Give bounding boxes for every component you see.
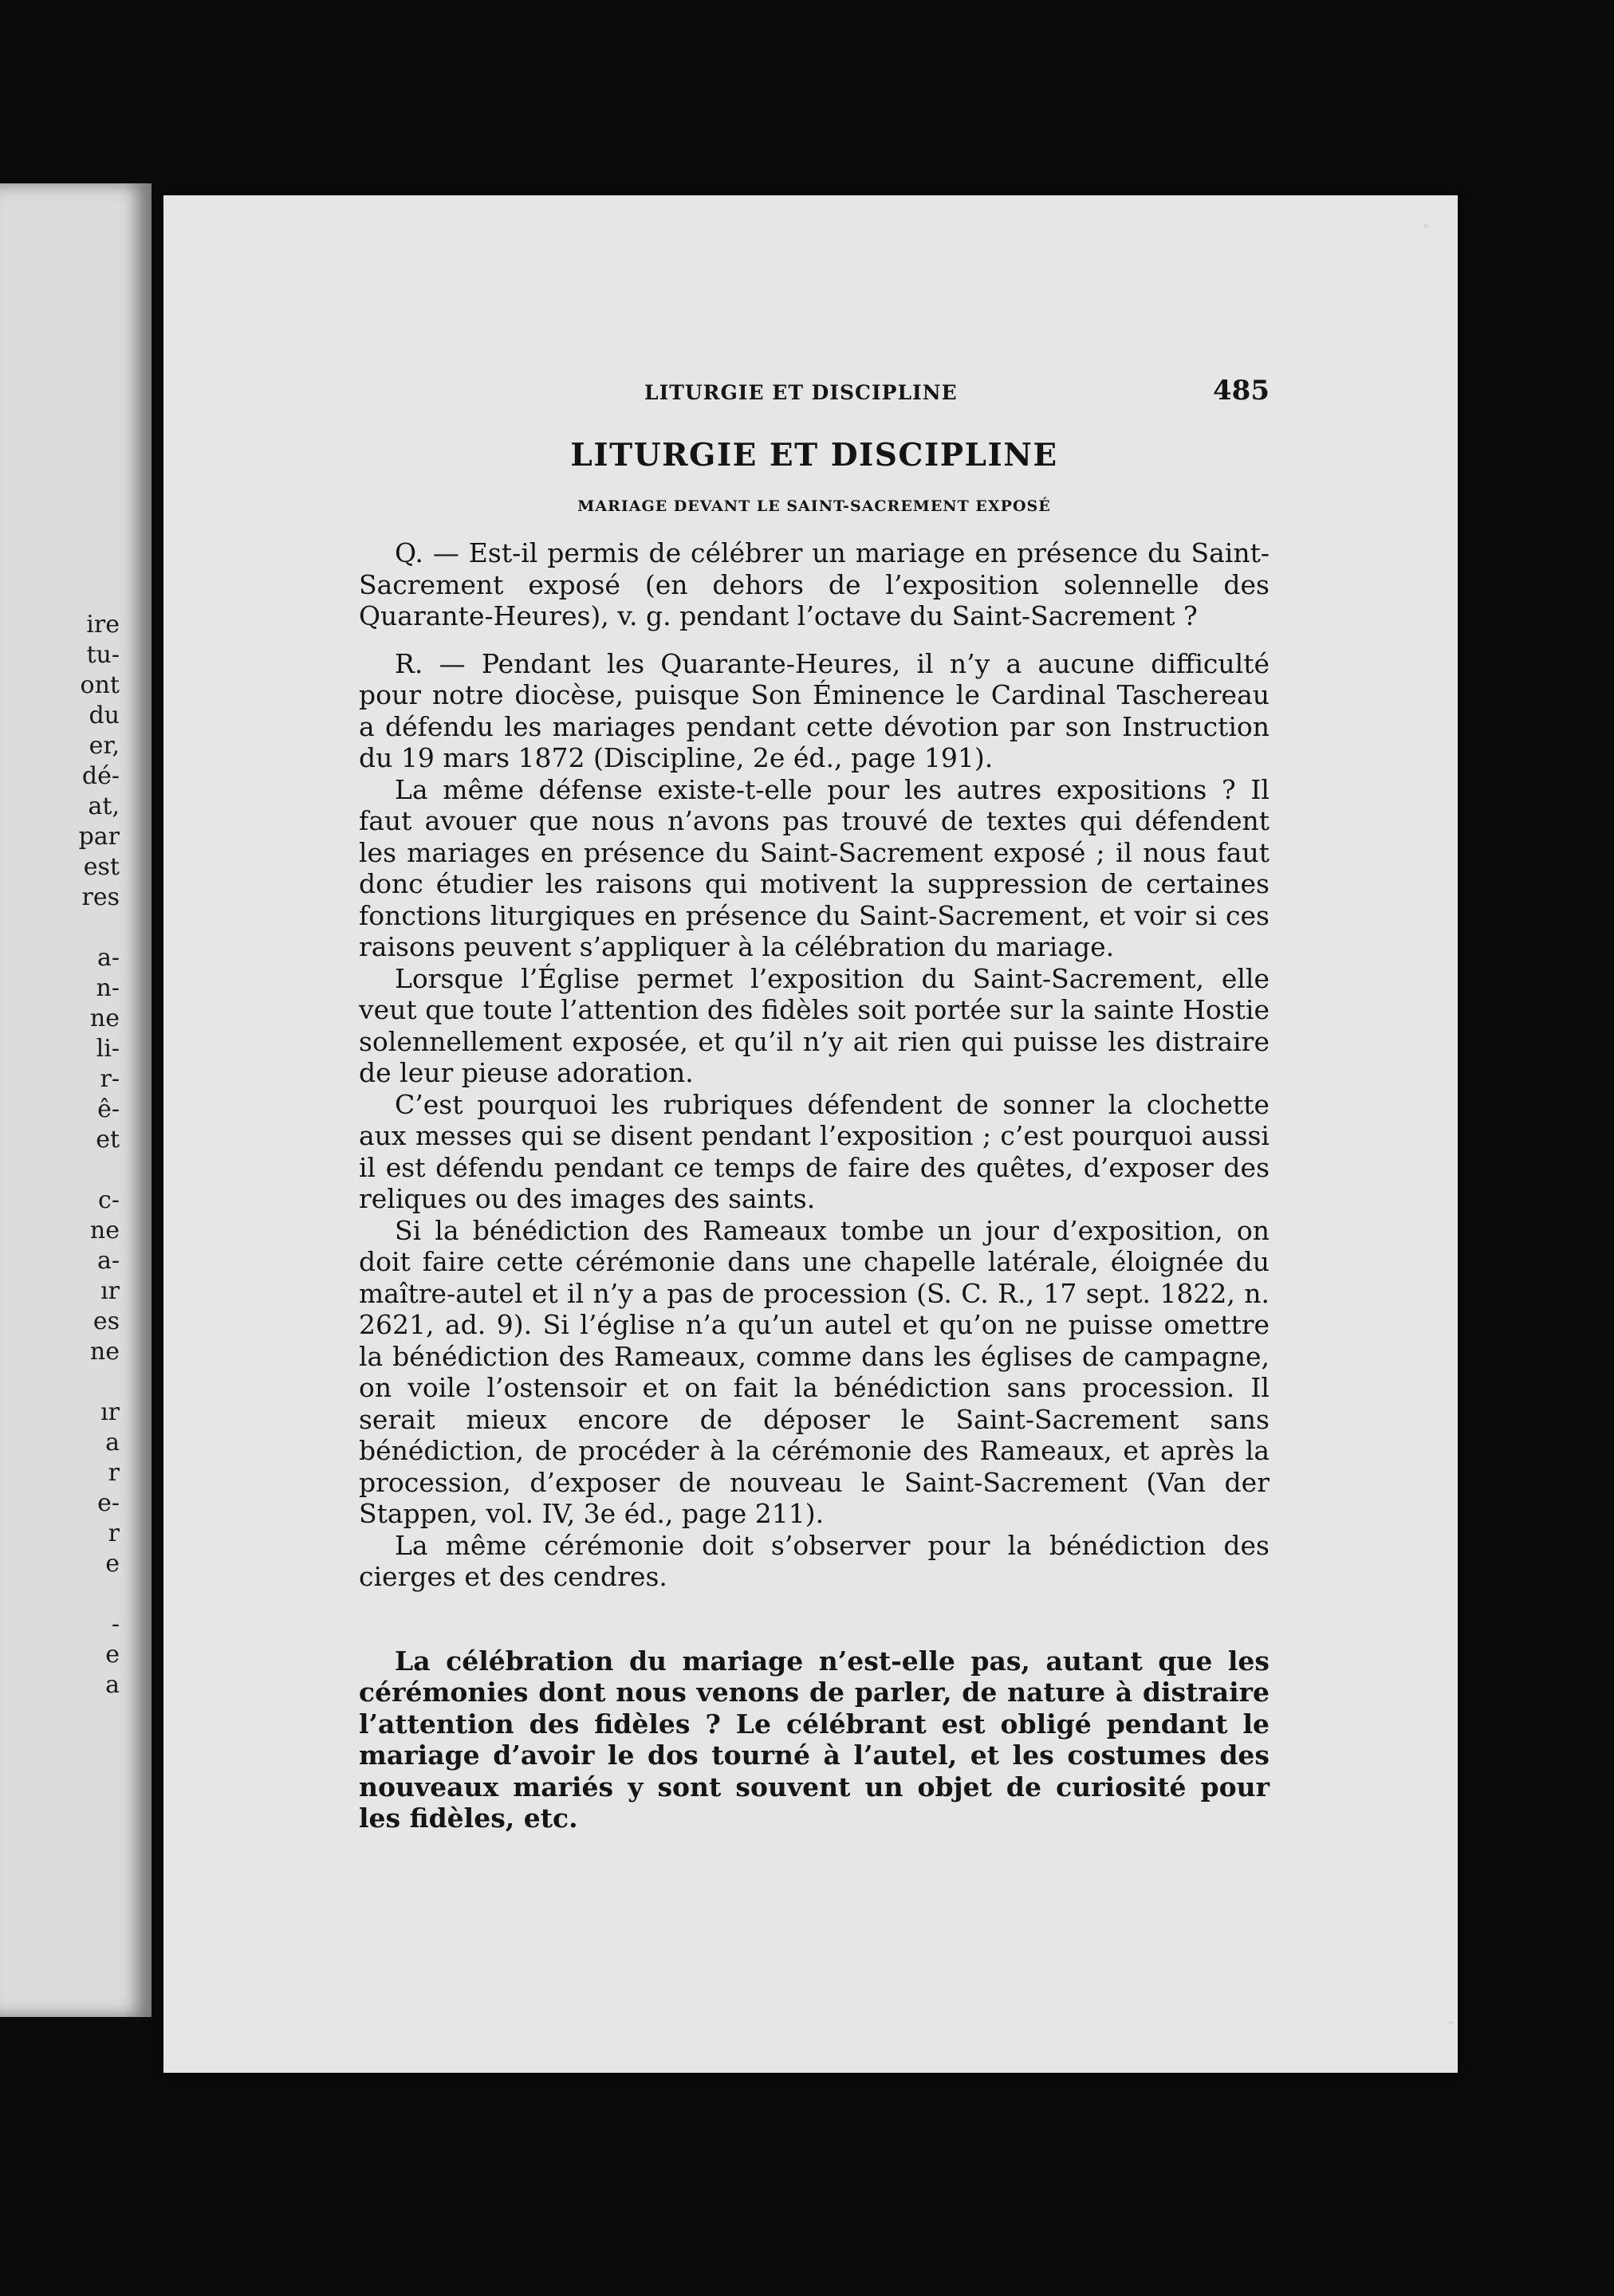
left-fragment-line xyxy=(0,1367,120,1398)
body-paragraph: Lorsque l’Église permet l’exposition du Saint-Sacrement, elle veut que toute l’attention des fidèles soit portée sur la sainte Hostie solennellement exposée, et qu’il n’y ait rien qui puisse les distraire de leur pieuse adoration. xyxy=(359,962,1270,1088)
page-content xyxy=(359,375,1270,1834)
left-page-text-fragments xyxy=(0,610,120,1700)
left-fragment-line xyxy=(0,913,120,943)
running-head-title: LITURGIE ET DISCIPLINE xyxy=(644,381,958,404)
left-fragment-line: e xyxy=(105,1550,120,1578)
left-fragment-line: ır xyxy=(100,1398,120,1426)
left-page-fragment xyxy=(0,183,152,2017)
closing-paragraph: La célébration du mariage n’est-elle pas, autant que les cérémonies dont nous venons de parler, de nature à distraire l’attention des fidèles ? Le célébrant est obligé pendant le mariage d’avoir le dos tourné à l’autel, et les costumes des nouveaux mariés y sont souvent un objet de curiosité pour les fidèles, etc. xyxy=(359,1645,1270,1834)
body-paragraph: La même défense existe-t-elle pour les autres expositions ? Il faut avouer que nous n’avons pas trouvé de textes qui défendent les mariages en présence du Saint-Sacrement exposé ; il nous faut donc étudier les raisons qui motivent la suppression de certaines fonctions liturgiques en présence du Saint-Sacrement, et voir si ces raisons peuvent s’appliquer à la célébration du mariage. xyxy=(359,773,1270,962)
left-fragment-line: res xyxy=(81,883,120,911)
left-fragment-line: at, xyxy=(88,792,120,820)
running-head xyxy=(359,375,1270,415)
left-fragment-line: a xyxy=(105,1671,120,1699)
dust-speck xyxy=(1449,2021,1453,2025)
left-fragment-line: er, xyxy=(89,732,120,760)
left-fragment-line: est xyxy=(83,853,120,881)
left-fragment-line: et xyxy=(96,1126,120,1154)
left-fragment-line: ır xyxy=(100,1277,120,1305)
article-body xyxy=(359,537,1270,1834)
left-fragment-line: tu- xyxy=(86,641,120,669)
left-fragment-line: ne xyxy=(89,1338,120,1366)
left-fragment-line: e- xyxy=(97,1489,120,1517)
page-number: 485 xyxy=(1213,375,1270,407)
article-subtitle: MARIAGE DEVANT LE SAINT-SACREMENT EXPOSÉ xyxy=(577,497,1051,515)
dust-speck xyxy=(1423,223,1428,228)
left-fragment-line: n- xyxy=(96,974,120,1002)
left-fragment-line: es xyxy=(93,1307,120,1335)
left-fragment-line: du xyxy=(89,702,120,729)
article-title: LITURGIE ET DISCIPLINE xyxy=(570,437,1058,474)
left-fragment-line: ne xyxy=(89,1217,120,1244)
left-fragment-line: r- xyxy=(100,1065,120,1093)
left-fragment-line: a- xyxy=(96,944,120,972)
left-fragment-line: - xyxy=(111,1610,120,1638)
left-fragment-line: a xyxy=(105,1429,120,1457)
left-fragment-line: par xyxy=(78,823,120,851)
left-fragment-line: e xyxy=(105,1641,120,1669)
left-fragment-line: a- xyxy=(96,1247,120,1275)
left-fragment-line: ê- xyxy=(97,1095,120,1123)
left-fragment-line: r xyxy=(108,1459,120,1487)
document-page xyxy=(163,195,1458,2073)
answer-paragraph: R. — Pendant les Quarante-Heures, il n’y a aucune difficulté pour notre diocèse, puisque Son Éminence le Cardinal Taschereau a défendu les mariages pendant cette dévotion par son Instruction du 19 mars 1872 (Discipline, 2e éd., page 191). xyxy=(359,647,1270,773)
question-paragraph: Q. — Est-il permis de célébrer un mariage en présence du Saint-Sacrement exposé (en dehors de l’exposition solennelle des Quarante-Heures), v. g. pendant l’octave du Saint-Sacrement ? xyxy=(359,537,1270,631)
left-fragment-line: li- xyxy=(96,1035,120,1063)
left-fragment-line xyxy=(0,1155,120,1185)
left-fragment-line: ire xyxy=(86,611,120,639)
body-paragraph: La même cérémonie doit s’observer pour la bénédiction des cierges et des cendres. xyxy=(359,1529,1270,1592)
left-fragment-line xyxy=(0,1579,120,1610)
body-paragraph: Si la bénédiction des Rameaux tombe un jour d’exposition, on doit faire cette cérémonie dans une chapelle latérale, éloignée du maître-autel et il n’y a pas de procession (S. C. R., 17 sept. 1822, n. 2621, ad. 9). Si l’église n’a qu’un autel et qu’on ne puisse omettre la bénédiction des Rameaux, comme dans les églises de campagne, on voile l’ostensoir et on fait la bénédiction sans procession. Il serait mieux encore de déposer le Saint-Sacrement sans bénédiction, de procéder à la cérémonie des Rameaux, et après la procession, d’exposer de nouveau le Saint-Sacrement (Van der Stappen, vol. IV, 3e éd., page 211). xyxy=(359,1214,1270,1529)
left-fragment-line: dé- xyxy=(81,762,120,790)
left-fragment-line: r xyxy=(108,1520,120,1547)
body-paragraph: C’est pourquoi les rubriques défendent de sonner la clochette aux messes qui se disent pendant l’exposition ; c’est pourquoi aussi il est défendu pendant ce temps de faire des quêtes, d’exposer des reliques ou des images des saints. xyxy=(359,1088,1270,1214)
left-fragment-line: ne xyxy=(89,1005,120,1032)
left-fragment-line: ont xyxy=(80,671,120,699)
left-fragment-line: c- xyxy=(98,1186,120,1214)
